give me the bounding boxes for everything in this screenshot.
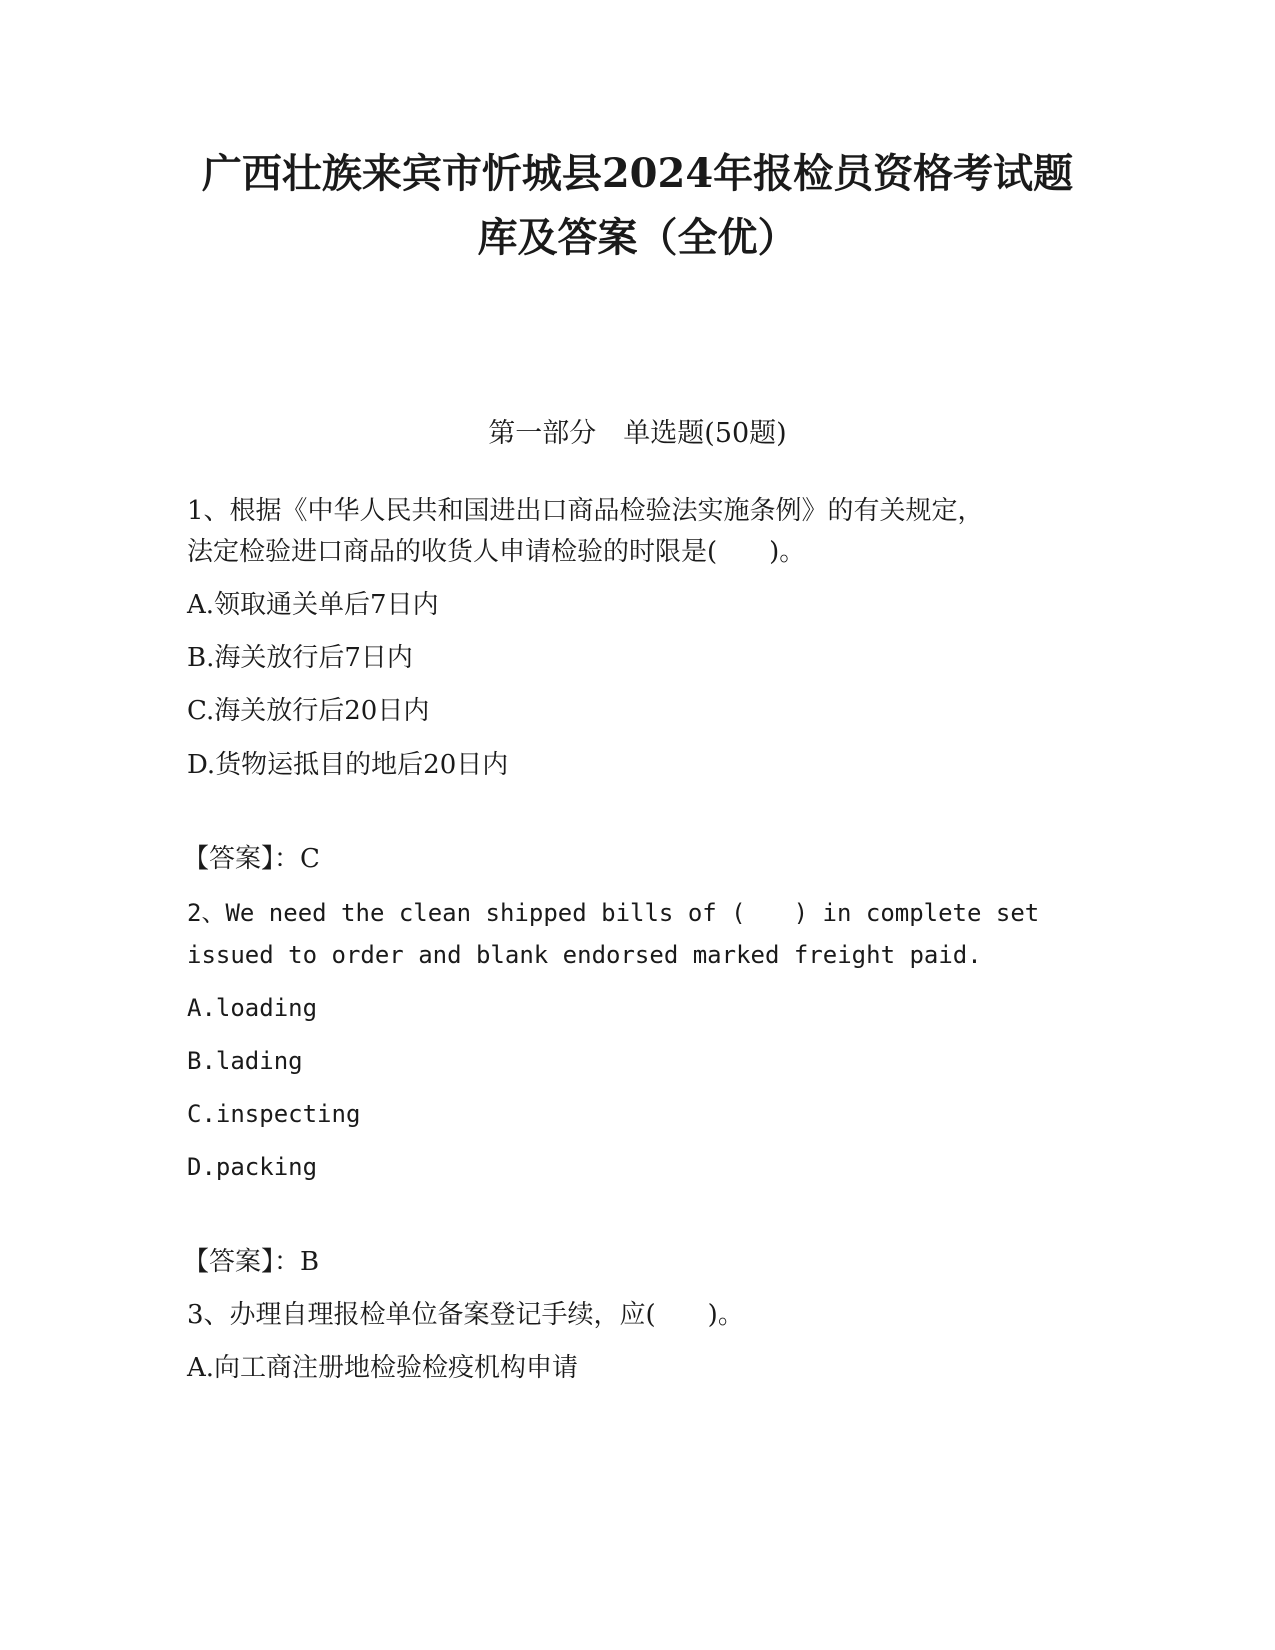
question-2-answer: 【答案】：B xyxy=(183,1247,320,1277)
title-line-1: 广西壮族来宾市忻城县2024年报检员资格考试题 xyxy=(201,150,1074,197)
question-1-stem-line-1: 1、根据《中华人民共和国进出口商品检验法实施条例》的有关规定， xyxy=(187,496,984,526)
question-1-option-b: B.海关放行后7日内 xyxy=(187,643,413,673)
question-1-stem-line-2: 法定检验进口商品的收货人申请检验的时限是( )。 xyxy=(187,537,806,567)
title-line-2: 库及答案（全优） xyxy=(477,214,798,261)
question-2-stem-line-1: 2、We need the clean shipped bills of ( ) in complete set xyxy=(187,899,1040,927)
question-2-option-a: A.loading xyxy=(187,994,318,1022)
question-1-option-a: A.领取通关单后7日内 xyxy=(187,590,439,620)
question-2-stem-line-2: issued to order and blank endorsed marked freight paid. xyxy=(187,941,982,969)
section-heading: 第一部分 单选题(50题) xyxy=(488,418,787,449)
document-title xyxy=(140,142,1135,270)
question-2-option-b: B.lading xyxy=(187,1047,303,1075)
question-1-option-d: D.货物运抵目的地后20日内 xyxy=(187,750,509,780)
question-3-option-a: A.向工商注册地检验检疫机构申请 xyxy=(187,1353,579,1383)
question-3-stem-line-1: 3、办理自理报检单位备案登记手续，应( )。 xyxy=(187,1300,744,1330)
question-1-option-c: C.海关放行后20日内 xyxy=(187,696,430,726)
question-2-option-d: D.packing xyxy=(187,1153,318,1181)
question-1-answer: 【答案】：C xyxy=(183,844,320,874)
question-2-option-c: C.inspecting xyxy=(187,1100,361,1128)
